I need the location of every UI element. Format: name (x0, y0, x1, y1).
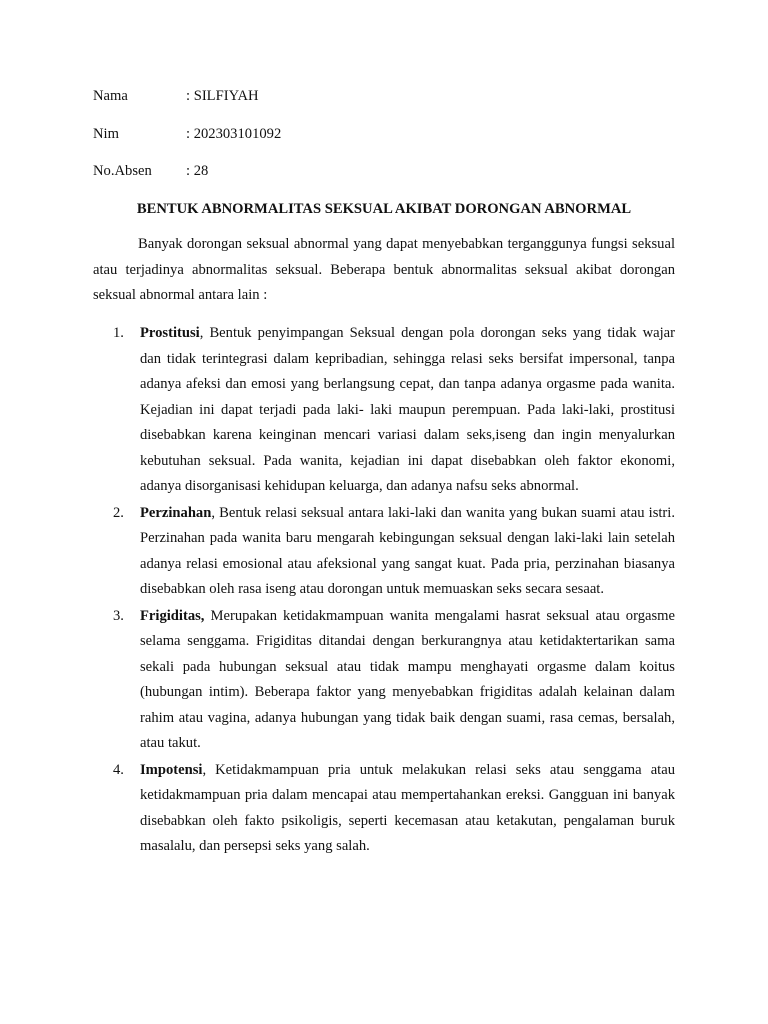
item-number: 2. (113, 504, 124, 521)
item-number: 1. (113, 325, 124, 341)
item-text: , Bentuk relasi seksual antara laki-laki dan wanita yang bukan suami atau istri. Perzinahan pada wanita baru mengarah kebingungan seksual dengan laki-laki lain setelah adanya relasi emosional atau afeksional yang sangat kuat. Pada pria, perzinahan biasanya disebabkan oleh rasa iseng atau dorongan untuk memuaskan seks secara sesaat. (140, 504, 675, 597)
item-text: , Bentuk penyimpangan Seksual dengan pola dorongan seks yang tidak wajar dan tidak terintegrasi dalam kepribadian, sehingga relasi seks bersifat impersonal, tanpa adanya afeksi dan emosi yang berlangsung cepat, dan tanpa adanya orgasme pada wanita. Kejadian ini dapat terjadi pada laki- laki maupun perempuan. Pada laki-laki, prostitusi disebabkan karena keinginan mencari variasi dalam seks,iseng dan ingin menyalurkan kebutuhan seksual. Pada wanita, kejadian ini dapat disebabkan oleh faktor ekonomi, adanya disorganisasi kehidupan keluarga, dan adanya nafsu seks abnormal. (140, 325, 675, 494)
item-text: , Ketidakmampuan pria untuk melakukan relasi seks atau senggama atau ketidakmampuan pria dalam mencapai atau mempertahankan ereksi. Gangguan ini banyak disebabkan oleh fakto psikoligis, seperti kecemasan atau ketakutan, pengalaman buruk masalalu, dan persepsi seks yang salah. (140, 761, 675, 854)
intro-paragraph: Banyak dorongan seksual abnormal yang dapat menyebabkan terganggunya fungsi seksual atau terjadinya abnormalitas seksual. Beberapa bentuk abnormalitas seksual akibat dorongan seksual abnormal antara lain : (93, 236, 675, 303)
item-term: Frigiditas, (140, 607, 205, 624)
list-item (93, 758, 675, 860)
item-term: Impotensi (140, 761, 203, 778)
list-item (93, 501, 675, 603)
nim-value: : 202303101092 (186, 126, 282, 142)
name-value: : SILFIYAH (186, 88, 259, 104)
absen-value: : 28 (186, 163, 209, 179)
list-item (93, 321, 675, 500)
item-text: Merupakan ketidakmampuan wanita mengalami hasrat seksual atau orgasme selama senggama. Frigiditas ditandai dengan berkurangnya atau ketidaktertarikan sama sekali pada hubungan seksual atau tidak mampu menghayati orgasme dalam koitus (hubungan intim). Beberapa faktor yang menyebabkan frigiditas adalah kelainan dalam rahim atau vagina, adanya hubungan yang tidak baik dengan suami, rasa cemas, bersalah, atau takut. (140, 607, 675, 751)
item-number: 3. (113, 607, 124, 624)
item-term: Prostitusi (140, 325, 200, 341)
nim-label: Nim (93, 126, 119, 142)
item-term: Perzinahan (140, 504, 212, 521)
document-title: BENTUK ABNORMALITAS SEKSUAL AKIBAT DORONGAN ABNORMAL (136, 201, 632, 217)
item-number: 4. (113, 761, 124, 778)
name-label: Nama (93, 88, 128, 104)
absen-label: No.Absen (93, 163, 152, 179)
list-item (93, 604, 675, 757)
abnormality-list (93, 321, 675, 861)
